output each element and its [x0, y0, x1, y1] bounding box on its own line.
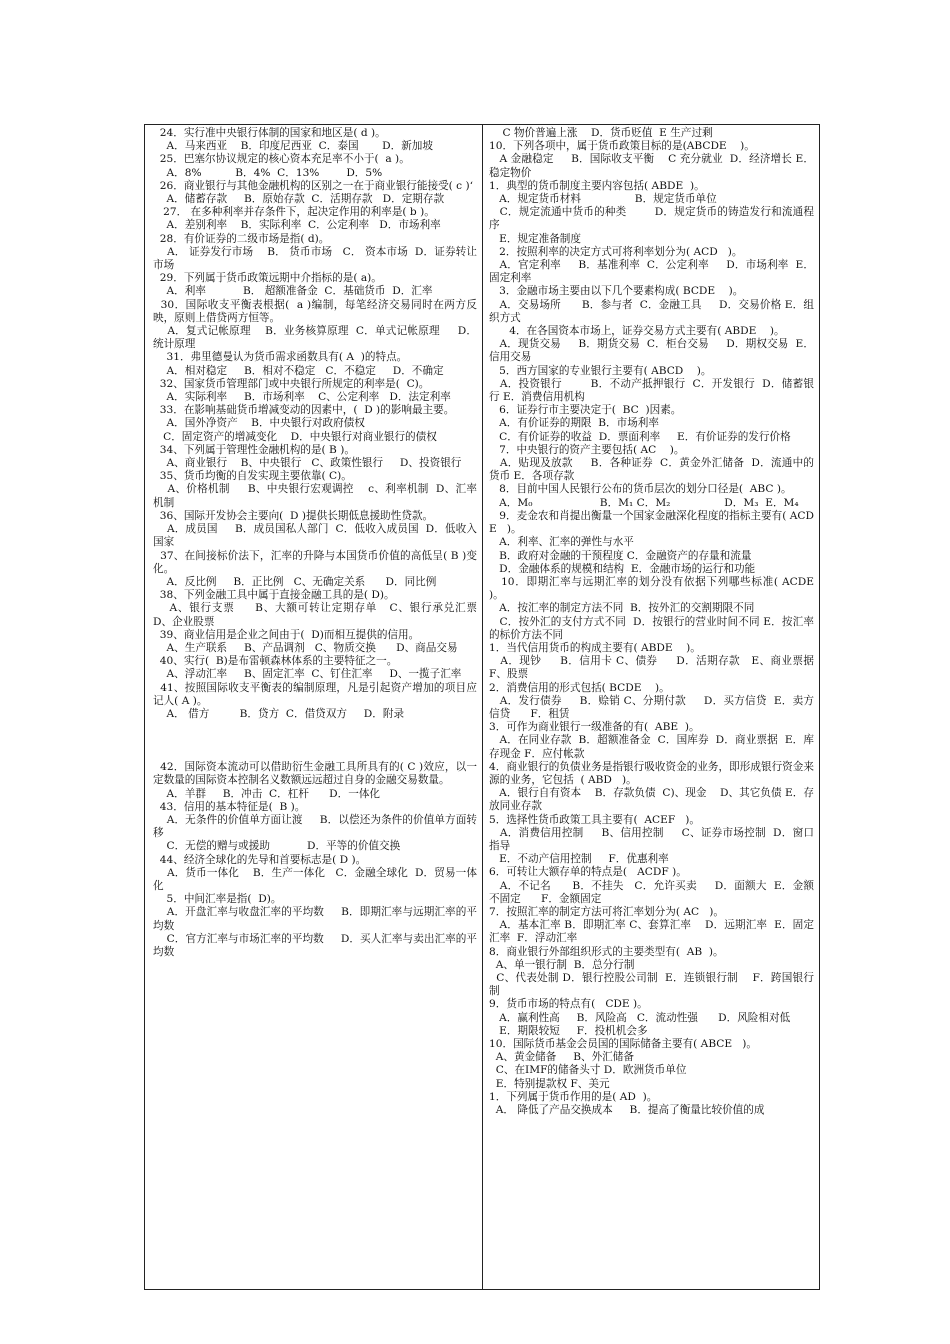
question-line: 41、按照国际收支平衡表的编制原理，凡是引起资产增加的项目应记人( A )。	[153, 681, 477, 707]
question-line: A． 证券发行市场 B． 货币市场 C． 资本市场 D．证券转让市场	[153, 245, 477, 272]
question-line: A．开盘汇率与收盘汇率的平均数 B．即期汇率与远期汇率的平均数	[153, 906, 477, 932]
question-line: A．货币一体化 B．生产一体化 C．金融全球化 D．贸易一体化	[153, 866, 477, 892]
exam-table	[144, 124, 835, 1290]
question-line: A．银行自有资本 B．存款负债 C)、现金 D、其它负债 E．存放同业存款	[489, 787, 814, 813]
question-line: A、商业银行 B、中央银行 C、政策性银行 D、投资银行	[153, 457, 462, 470]
question-line: C．规定流通中货币的种类 D．规定货币的铸造发行和流通程序	[489, 206, 814, 232]
question-line: A．现钞 B．信用卡 C、债券 D．活期存款 E、商业票据 F、股票	[489, 655, 835, 681]
question-line: C．有价证券的收益 D．票面利率 E．有价证券的发行价格	[489, 430, 791, 443]
question-line: 28．有价证券的二级市场是指( d)。	[153, 232, 330, 245]
question-line: A．利率、汇率的弹性与水平	[489, 536, 634, 549]
question-line: 38、下列金融工具中属于直接金融工具的是( D)。	[153, 589, 395, 602]
question-line: A 金融稳定 B．国际收支平衡 C 充分就业 D．经济增长 E．稳定物价	[489, 153, 814, 179]
question-line: 29．下列属于货币政策远期中介指标的是( a)。	[153, 272, 382, 285]
question-line: 8．目前中国人民银行公布的货币层次的划分口径是( ABC )。	[489, 483, 792, 496]
question-line: A、黄金储备 B、外汇储备	[489, 1051, 634, 1064]
question-line: A．发行债券 B．赊销 C、分期付款 D．买方信贷 E．卖方信贷 F．租赁	[489, 694, 815, 720]
question-line: A．按汇率的制定方法不同 B．按外汇的交割期限不同	[489, 602, 755, 615]
question-line: A．消费信用控制 B、信用控制 C、证券市场控制 D．窗口指导	[489, 826, 814, 852]
question-line: A、浮动汇率 B、固定汇率 C、钉住汇率 D、一揽子汇率	[153, 668, 462, 681]
question-line: 35、货币均衡的自发实现主要依靠( C)。	[153, 470, 352, 483]
question-line: A．不记名 B．不挂失 C．允许买卖 D．面额大 E．金额不固定 F．金额固定	[489, 879, 814, 905]
question-line: 40、实行( B)是布雷顿森林体系的主要特征之一。	[153, 655, 398, 668]
question-line: A．交易场所 B．参与者 C．金融工具 D．交易价格 E．组织方式	[489, 298, 814, 324]
question-line: 42．国际资本流动可以借助衍生金融工具所具有的( C )效应，以一定数量的国际资本控制名义数额远远超过自身的金融交易数量。	[153, 761, 477, 787]
question-line: A、单一银行制 B．总分行制	[489, 958, 635, 971]
question-line: 32、国家货币管理部门或中央银行所规定的利率是( C)。	[153, 377, 430, 390]
question-line: E．规定准备制度	[489, 232, 581, 245]
question-line: A．储蓄存款 B．原始存款 C．活期存款 D．定期存款	[153, 193, 445, 206]
question-line: E．特别提款权 F、美元	[489, 1077, 610, 1090]
question-line: A．羊群 B．冲击 C．杠杆 D．一体化	[153, 787, 381, 800]
question-line: 26．商业银行与其他金融机构的区别之一在于商业银行能接受( c )‘	[153, 179, 473, 192]
question-line: A．实际利率 B．市场利率 C、公定利率 D．法定利率	[153, 391, 451, 404]
question-line: A．M₀ B．M₁ C．M₂ D．M₃ E．M₄	[489, 496, 799, 509]
question-line: 7．按照汇率的制定方法可将汇率划分为( AC )。	[489, 905, 724, 918]
question-line: E．期限较短 F．投机机会多	[489, 1024, 648, 1037]
question-line: 44、经济全球化的先导和首要标志是( D )。	[153, 853, 367, 866]
question-line: 10．国际货币基金会员国的国际储备主要有( ABCE )。	[489, 1038, 757, 1051]
left-column	[145, 125, 491, 1289]
question-line: 2．按照利率的决定方式可将利率划分为( ACD )。	[489, 245, 743, 258]
question-line: A．复式记帐原理 B．业务核算原理 C．单式记帐原理 D．统计原理	[153, 325, 477, 351]
question-line: A．在同业存款 B．超额准备金 C．国库券 D．商业票据 E．库存现金 F．应付帐款	[489, 734, 814, 760]
question-line: A．反比例 B．正比例 C、无确定关系 D．同比例	[153, 575, 437, 588]
question-line: 24．实行准中央银行体制的国家和地区是( d )。	[153, 127, 386, 139]
question-line: C．按外汇的支付方式不同 D．按银行的营业时间不同 E．按汇率的标价方法不同	[489, 615, 814, 641]
question-line: 8．商业银行外部组织形式的主要类型有( AB )。	[489, 945, 724, 958]
question-line: 37、在间接标价法下，汇率的升降与本国货币价值的高低呈( B )变化。	[153, 549, 477, 575]
question-line: C、在IMF的储备头寸 D．欧洲货币单位	[489, 1064, 687, 1077]
question-line: 1．下列属于货币作用的是( AD )。	[489, 1090, 658, 1103]
question-line: 33．在影响基础货币增减变动的因素中，( D )的影响最主要。	[153, 404, 455, 417]
question-line: 25．巴塞尔协议规定的核心资本充足率不小于( a )。	[153, 153, 410, 166]
question-line: A．官定利率 B．基准利率 C．公定利率 D．市场利率 E．固定利率	[489, 259, 814, 285]
question-line: 31．弗里德曼认为货币需求函数具有( A )的特点。	[153, 351, 408, 364]
question-line: A．赢利性高 B．风险高 C．流动性强 D．风险相对低	[489, 1011, 791, 1024]
question-line: A．差别利率 B．实际利率 C．公定利率 D．市场利率	[153, 219, 441, 232]
question-line: 39、商业信用是企业之间由于( D)而相互提供的信用。	[153, 628, 420, 641]
question-line: A． 降低了产品交换成本 B．提高了衡量比较价值的成	[489, 1104, 765, 1117]
question-line: 7．中央银行的资产主要包括( AC )。	[489, 443, 685, 456]
question-line: 5．西方国家的专业银行主要有( ABCD )。	[489, 364, 712, 377]
question-line: 6．可转让大额存单的特点是( ACDF )。	[489, 866, 687, 879]
question-line: A．投资银行 B．不动产抵押银行 C．开发银行 D．储蓄银行 E．消费信用机构	[489, 377, 814, 404]
question-line: A．马来西亚 B．印度尼西亚 C．泰国 D．新加坡	[153, 140, 433, 153]
question-line: 43．信用的基本特征是( B )。	[153, 800, 306, 813]
question-line: 3．可作为商业银行一级准备的有( ABE )。	[489, 721, 700, 734]
question-line: C．无偿的赠与或援助 D．平等的价值交换	[153, 840, 401, 853]
question-line: A．成员国 B．成员国私人部门 C．低收入成员国 D．低收入国家	[153, 523, 477, 549]
question-line: 36、国际开发协会主要向( D )提供长期低息援助性贷款。	[153, 509, 434, 522]
question-line: E．不动产信用控制 F．优惠利率	[489, 853, 669, 866]
question-line: 9．麦金农和肖提出衡量一个国家金融深化程度的指标主要有( ACDE )。	[489, 509, 814, 536]
right-column	[482, 125, 835, 1289]
question-line: 5．选择性货币政策工具主要有( ACEF )。	[489, 813, 700, 826]
question-line: A．现货交易 B．期货交易 C．柜台交易 D．期权交易 E．信用交易	[489, 338, 814, 364]
question-line: C、代表处制 D．银行控股公司制 E．连锁银行制 F．跨国银行制	[489, 972, 814, 998]
question-line: 10．即期汇率与远期汇率的划分没有依据下列哪些标准( ACDE )。	[489, 575, 828, 602]
question-line: A．规定货币材料 B．规定货币单位	[489, 193, 717, 206]
question-line: C 物价普遍上涨 D．货币贬值 E 生产过剩	[489, 127, 713, 139]
question-line: 2．消费信用的形式包括( BCDE )。	[489, 681, 670, 694]
question-line: A．有价证券的期限 B．市场利率	[489, 417, 659, 430]
question-line: 27． 在多种利率并存条件下，起决定作用的利率是( b )。	[153, 206, 435, 219]
question-line: 1．典型的货币制度主要内容包括( ABDE )。	[489, 179, 705, 192]
question-line: D．金融体系的规模和结构 E．金融市场的运行和功能	[489, 562, 756, 575]
question-line: C．官方汇率与市场汇率的平均数 D．买人汇率与卖出汇率的平均数	[153, 932, 477, 958]
question-line: A． 借方 B．贷方 C．借贷双方 D．附录	[153, 707, 405, 720]
question-line: A、价格机制 B、中央银行宏观调控 c、利率机制 D、汇率机制	[153, 483, 477, 509]
question-line: 4．在各国资本市场上，证券交易方式主要有( ABDE )。	[489, 325, 785, 338]
question-line: 6．证券行市主要决定于( BC )因素。	[489, 404, 682, 417]
question-line: 4．商业银行的负债业务是指银行吸收资金的业务，即形成银行资金来源的业务，它包括 ( ABD )。	[489, 760, 814, 786]
question-line: 34、下列属于管理性金融机构的是( B )。	[153, 443, 355, 456]
question-line: 1．当代信用货币的构成主要有( ABDE )。	[489, 641, 701, 654]
question-line: A．基本汇率 B．即期汇率 C、套算汇率 D．远期汇率 E．固定汇率 F．浮动汇率	[489, 919, 814, 945]
question-line: 9．货币市场的特点有( CDE )。	[489, 998, 648, 1011]
question-line: A、生产联系 B、产品调剂 C、物质交换 D、商品交易	[153, 641, 458, 654]
question-line: 5．中间汇率是指( D)。	[153, 893, 282, 906]
question-line: C．固定资产的增减变化 D．中央银行对商业银行的债权	[153, 430, 437, 443]
question-line: A．8% B．4% C．13% D．5%	[153, 166, 383, 179]
question-line: A．利率 B． 超额准备金 C．基础货币 D．汇率	[153, 285, 433, 298]
question-line: A．相对稳定 B．相对不稳定 C．不稳定 D．不确定	[153, 364, 444, 377]
question-line: B．政府对金融的干预程度 C．金融资产的存量和流量	[489, 549, 752, 562]
question-line: 30．国际收支平衡表根据( a )编制，每笔经济交易同时在两方反映，原则上借贷两方恒等。	[153, 298, 477, 324]
question-line: A．无条件的价值单方面让渡 B．以偿还为条件的价值单方面转移	[153, 813, 477, 840]
question-line: A．贴现及放款 B．各种证券 C．黄金外汇储备 D．流通中的货币 E．各项存款	[489, 457, 814, 483]
question-line: 3．金融市场主要由以下几个要素构成( BCDE )。	[489, 285, 744, 298]
question-line: 10．下列各项中，属于货币政策目标的是(ABCDE )。	[489, 140, 755, 153]
question-line: A、银行支票 B、大额可转让定期存单 C、银行承兑汇票 D、企业股票	[153, 602, 491, 628]
question-line	[153, 721, 477, 761]
question-line: A．国外净资产 B．中央银行对政府债权	[153, 417, 365, 430]
